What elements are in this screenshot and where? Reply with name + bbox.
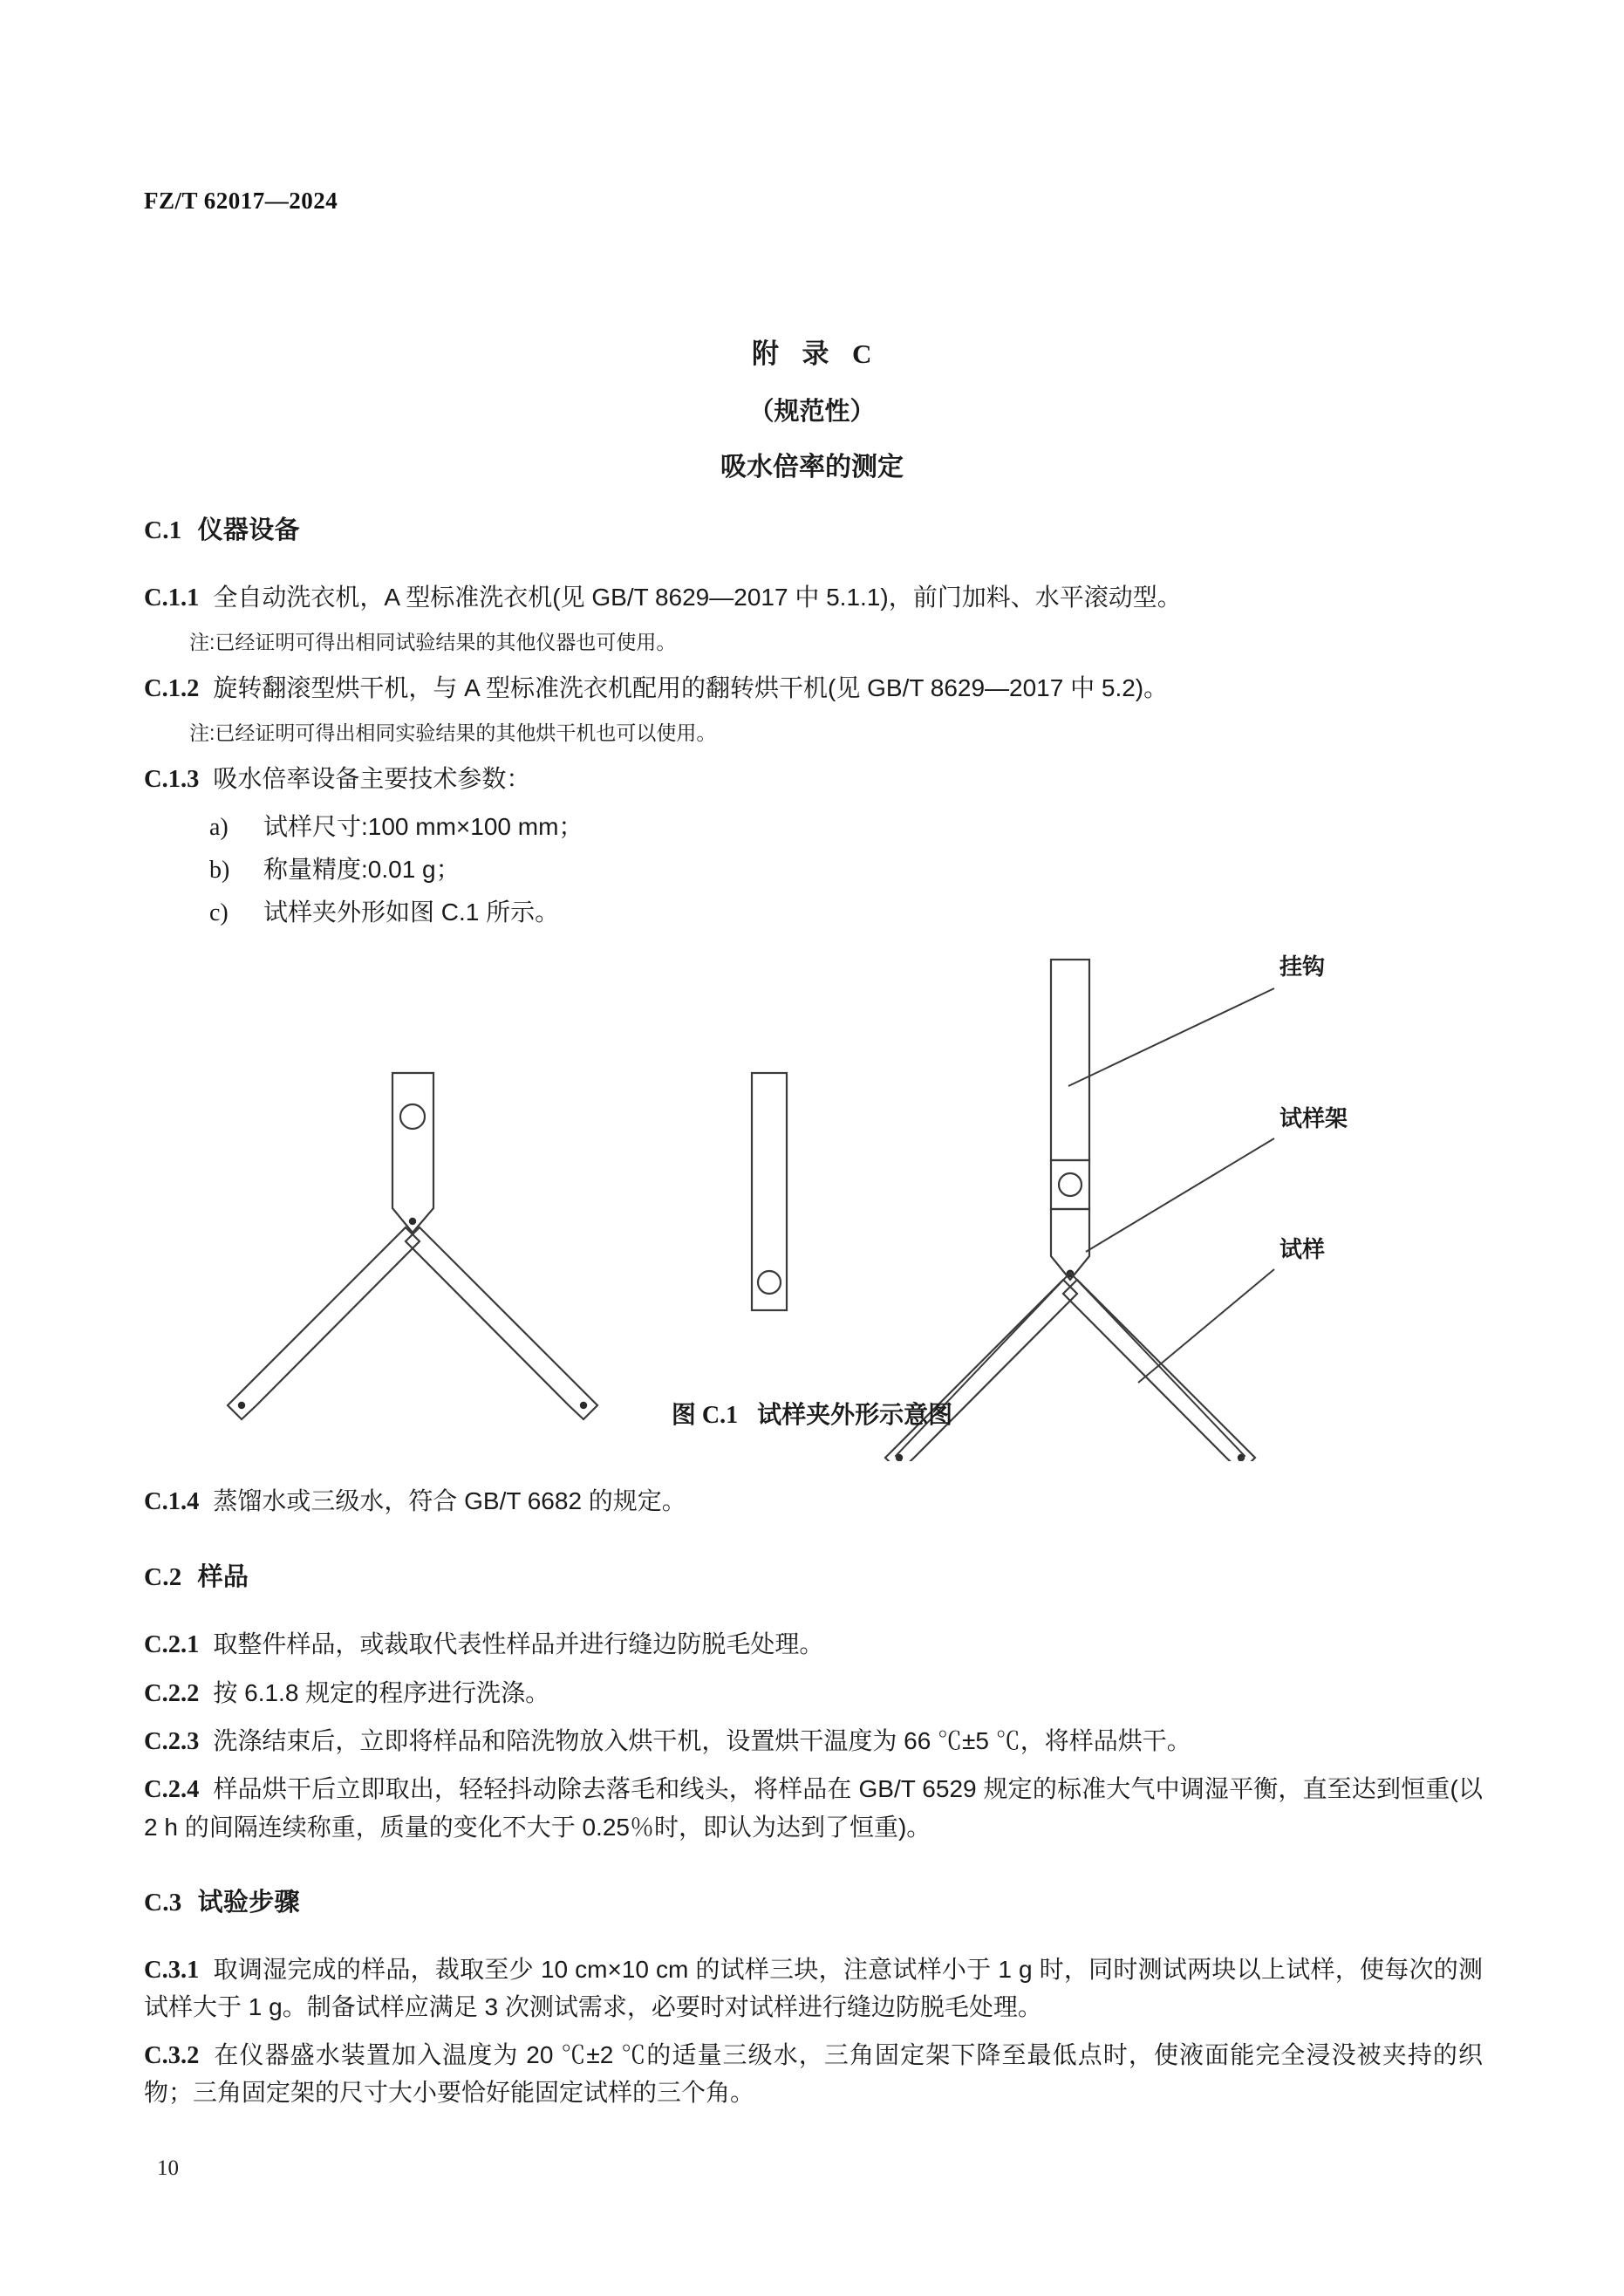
paragraph-c1-2 bbox=[144, 670, 1483, 707]
paragraph-number-c3-1: C.3.1 bbox=[144, 1957, 200, 1985]
paragraph-text-c2-3: 洗涤结束后，立即将样品和陪洗物放入烘干机，设置烘干温度为 66 ℃±5 ℃，将样品烘干。 bbox=[213, 1726, 1191, 1754]
paragraph-number-c1-4: C.1.4 bbox=[144, 1488, 200, 1515]
annex-heading-block bbox=[0, 331, 1624, 483]
assembly-with-specimen bbox=[885, 960, 1255, 1461]
callout-label-rack: 试样架 bbox=[1279, 1105, 1348, 1131]
callout-label-hook: 挂钩 bbox=[1279, 953, 1326, 980]
paragraph-number-c1-2: C.1.2 bbox=[144, 674, 200, 702]
annex-nature: （规范性） bbox=[748, 398, 876, 426]
figure-caption-number: 图 C.1 bbox=[671, 1402, 739, 1429]
clause-number-c3: C.3 bbox=[144, 1889, 182, 1917]
paragraph-c2-3 bbox=[144, 1723, 1483, 1760]
paragraph-text-c2-4: 样品烘干后立即取出，轻轻抖动除去落毛和线头，将样品在 GB/T 6529 规定的标准大气中调湿平衡，直至达到恒重(以 2 h 的间隔连续称重，质量的变化不大于 0.25％时，即认为达到了恒重)。 bbox=[144, 1775, 1483, 1841]
paragraph-number-c2-1: C.2.1 bbox=[144, 1631, 200, 1659]
list-marker-c: c) bbox=[209, 899, 229, 926]
paragraph-text-c2-2: 按 6.1.8 规定的程序进行洗涤。 bbox=[213, 1678, 550, 1706]
paragraph-text-c1-1: 全自动洗衣机，A 型标准洗衣机(见 GB/T 8629—2017 中 5.1.1)，前门加料、水平滚动型。 bbox=[213, 584, 1182, 611]
paragraph-text-c1-2: 旋转翻滚型烘干机，与 A 型标准洗衣机配用的翻转烘干机(见 GB/T 8629—2017 中 5.2)。 bbox=[213, 673, 1169, 701]
figure-c1-caption bbox=[0, 1396, 1624, 1431]
clamp-straight-bar bbox=[752, 1073, 787, 1310]
paragraph-text-c1-3: 吸水倍率设备主要技术参数： bbox=[213, 764, 531, 792]
paragraph-text-c3-1: 取调湿完成的样品，裁取至少 10 cm×10 cm 的试样三块，注意试样小于 1 g 时，同时测试两块以上试样，使每次的测试样大于 1 g。制备试样应满足 3 次测试需求，必要时对试样进行缝边防脱毛处理。 bbox=[144, 1956, 1483, 2021]
annex-label-prefix: 附 bbox=[752, 338, 780, 369]
list-text-a: 试样尺寸:100 mm×100 mm； bbox=[263, 812, 583, 840]
paragraph-c2-1 bbox=[144, 1626, 1483, 1664]
paragraph-number-c2-3: C.2.3 bbox=[144, 1727, 200, 1755]
clause-title-c2: 样品 bbox=[197, 1563, 249, 1592]
paragraph-c2-4 bbox=[144, 1771, 1483, 1846]
clamp-v-shape bbox=[228, 1073, 597, 1419]
paragraph-c1-3 bbox=[144, 761, 1483, 798]
paragraph-number-c2-4: C.2.4 bbox=[144, 1776, 200, 1804]
clause-heading-c2 bbox=[144, 1557, 1483, 1593]
paragraph-number-c1-1: C.1.1 bbox=[144, 584, 200, 612]
annex-title: 吸水倍率的测定 bbox=[720, 453, 904, 482]
figure-caption-text: 试样夹外形示意图 bbox=[757, 1401, 953, 1428]
clause-heading-c1 bbox=[144, 510, 1483, 546]
figure-c1 bbox=[144, 920, 1483, 1461]
paragraph-number-c3-2: C.3.2 bbox=[144, 2041, 200, 2069]
paragraph-c3-2 bbox=[144, 2037, 1483, 2112]
paragraph-c3-1 bbox=[144, 1951, 1483, 2026]
annex-label-letter: C bbox=[852, 338, 872, 369]
clause-number-c2: C.2 bbox=[144, 1563, 182, 1592]
list-marker-a: a) bbox=[209, 813, 229, 841]
paragraph-text-c3-2: 在仪器盛水装置加入温度为 20 ℃±2 ℃的适量三级水，三角固定架下降至最低点时，使液面能完全浸没被夹持的织物；三角固定架的尺寸大小要恰好能固定试样的三个角。 bbox=[144, 2040, 1483, 2107]
list-marker-b: b) bbox=[209, 856, 230, 884]
clause-title-c3: 试验步骤 bbox=[197, 1889, 300, 1917]
list-text-b: 称量精度:0.01 g； bbox=[263, 855, 461, 883]
note-c1-1: 注:已经证明可得出相同试验结果的其他仪器也可使用。 bbox=[189, 631, 677, 654]
list-item-b bbox=[209, 851, 1483, 889]
figure-c1-drawing bbox=[144, 920, 1483, 1461]
paragraph-c1-1 bbox=[144, 579, 1483, 617]
paragraph-number-c2-2: C.2.2 bbox=[144, 1679, 200, 1707]
page-number: 10 bbox=[157, 2156, 179, 2180]
paragraph-text-c2-1: 取整件样品，或裁取代表性样品并进行缝边防脱毛处理。 bbox=[213, 1630, 824, 1658]
clause-title-c1: 仪器设备 bbox=[197, 516, 300, 544]
clause-heading-c3 bbox=[144, 1883, 1483, 1918]
body-column-upper bbox=[144, 510, 1483, 937]
paragraph-c2-2 bbox=[144, 1675, 1483, 1712]
callout-leaders bbox=[1068, 988, 1274, 1383]
callout-label-specimen: 试样 bbox=[1279, 1236, 1326, 1262]
running-header-standard-number: FZ/T 62017—2024 bbox=[144, 188, 338, 214]
body-column-lower bbox=[144, 1483, 1483, 2122]
note-c1-2: 注:已经证明可得出相同实验结果的其他烘干机也可以使用。 bbox=[189, 721, 717, 745]
list-text-c: 试样夹外形如图 C.1 所示。 bbox=[263, 898, 560, 926]
paragraph-c1-4 bbox=[144, 1483, 1483, 1520]
paragraph-number-c1-3: C.1.3 bbox=[144, 765, 200, 793]
clause-number-c1: C.1 bbox=[144, 516, 182, 544]
annex-label-middle: 录 bbox=[802, 338, 830, 369]
list-item-a bbox=[209, 809, 1483, 846]
annex-label bbox=[0, 331, 1624, 371]
paragraph-text-c1-4: 蒸馏水或三级水，符合 GB/T 6682 的规定。 bbox=[213, 1487, 686, 1514]
